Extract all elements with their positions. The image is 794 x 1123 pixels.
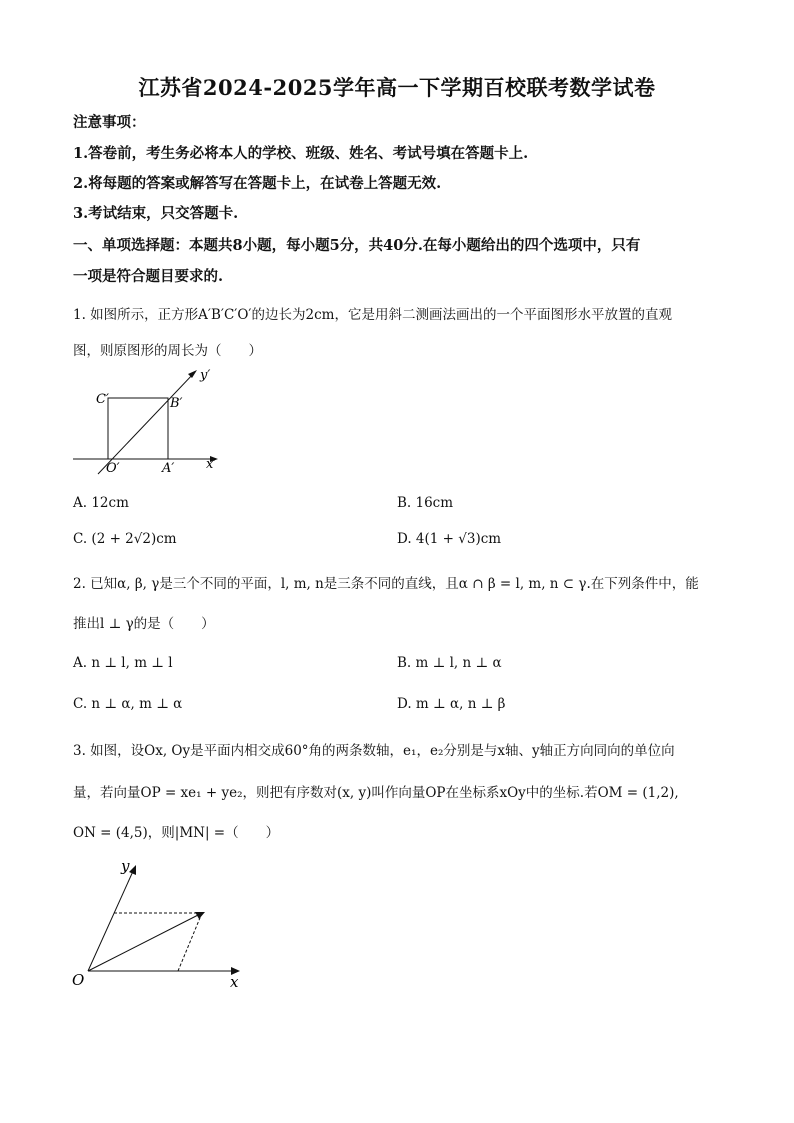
q1-label-y: y′ [200, 368, 211, 383]
q3-stem-line-2: 量，若向量OP = xe₁ + ye₂，则把有序数对(x, y)叫作向量OP在坐标系xOy中的坐标.若OM = (1,2), [73, 785, 679, 801]
q2-option-a[interactable]: A. n ⊥ l, m ⊥ l [73, 655, 173, 671]
q1-y-arrow [188, 370, 197, 378]
q1-stem-line-2: 图，则原图形的周长为（ ） [73, 343, 262, 359]
q1-square [108, 398, 168, 459]
notice-item-1: 1.答卷前，考生务必将本人的学校、班级、姓名、考试号填在答题卡上. [73, 145, 529, 162]
q1-option-d[interactable]: D. 4(1 + √3)cm [397, 531, 502, 547]
notice-heading: 注意事项： [73, 114, 146, 131]
q3-figure [68, 853, 258, 993]
q1-option-b[interactable]: B. 16cm [397, 495, 454, 511]
q2-stem-line-2: 推出l ⊥ γ的是（ ） [73, 616, 215, 632]
section-heading-line-1: 一、单项选择题：本题共8小题，每小题5分，共40分.在每小题给出的四个选项中，只有 [73, 237, 641, 254]
q1-label-x: x′ [206, 457, 217, 472]
notice-item-3: 3.考试结束，只交答题卡. [73, 205, 239, 222]
q1-label-b: B′ [170, 396, 183, 411]
q3-stem-line-1: 3. 如图，设Ox, Oy是平面内相交成60°角的两条数轴，e₁，e₂分别是与x轴、y轴正方向同向的单位向 [73, 743, 675, 759]
q1-label-c: C′ [96, 392, 109, 407]
q3-stem-line-3: ON = (4,5)，则|MN| =（ ） [73, 825, 280, 841]
q3-y-arrow [129, 865, 136, 875]
q1-figure [70, 362, 230, 477]
q1-label-o: O′ [106, 461, 120, 476]
q2-option-b[interactable]: B. m ⊥ l, n ⊥ α [397, 655, 502, 671]
q2-option-d[interactable]: D. m ⊥ α, n ⊥ β [397, 696, 506, 712]
q2-stem-line-1: 2. 已知α, β, γ是三个不同的平面，l, m, n是三条不同的直线，且α ∩ β = l, m, n ⊂ γ.在下列条件中，能 [73, 576, 699, 592]
q3-dashed-slant [178, 913, 202, 971]
q2-option-c[interactable]: C. n ⊥ α, m ⊥ α [73, 696, 183, 712]
q3-vector-op [88, 913, 202, 971]
q3-y-axis [88, 869, 134, 971]
section-heading-line-2: 一项是符合题目要求的. [73, 268, 224, 285]
q1-label-a: A′ [162, 461, 175, 476]
notice-item-2: 2.将每题的答案或解答写在答题卡上，在试卷上答题无效. [73, 175, 442, 192]
q1-option-a[interactable]: A. 12cm [73, 495, 129, 511]
page-title: 江苏省2024-2025学年高一下学期百校联考数学试卷 [138, 75, 656, 100]
q3-label-x: x [230, 973, 239, 991]
q3-label-y: y [121, 857, 130, 875]
q3-label-o: O [72, 971, 85, 989]
q1-stem-line-1: 1. 如图所示，正方形A′B′C′O′的边长为2cm，它是用斜二测画法画出的一个平面图形水平放置的直观 [73, 307, 672, 323]
q1-option-c[interactable]: C. (2 + 2√2)cm [73, 531, 177, 547]
